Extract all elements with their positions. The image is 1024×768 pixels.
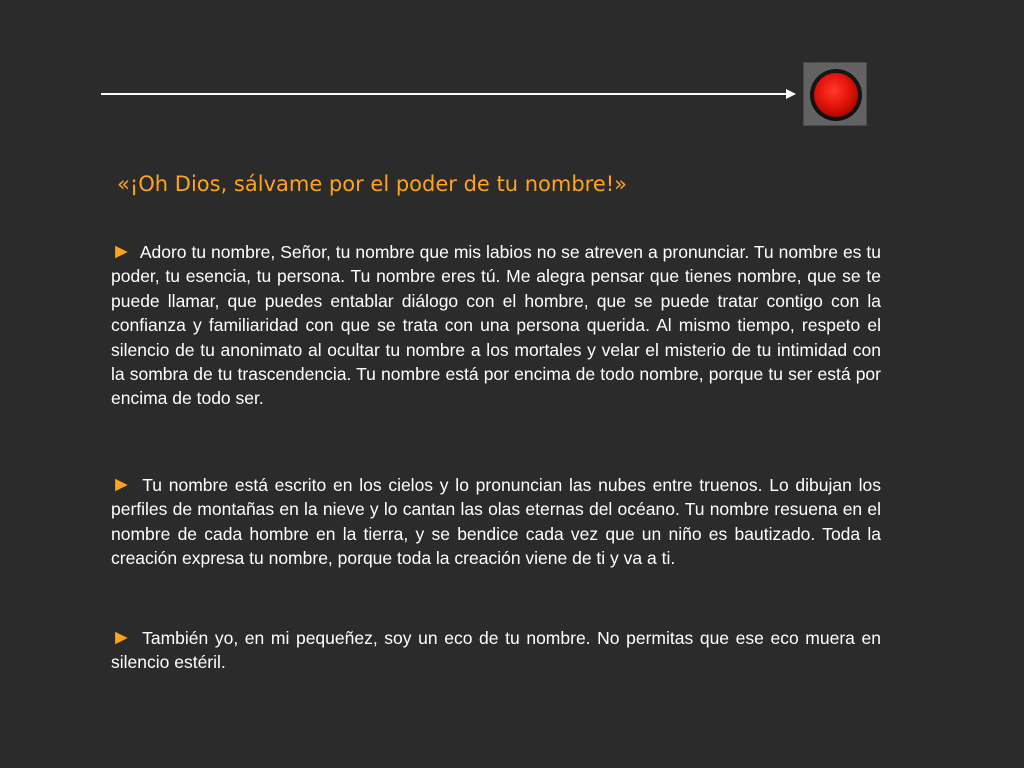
arrow-right-icon <box>786 89 796 99</box>
paragraph-text: Tu nombre está escrito en los cielos y lo pronuncian las nubes entre truenos. Lo dibujan los perfiles de montañas en la nieve y lo cantan las olas eternas del océano. Tu nombre resuena en el nombre de cada hombre en la tierra, y se bendice cada vez que un niño es bautizado. Toda la creación expresa tu nombre, porque toda la creación viene de ti y va a ti. <box>111 475 881 569</box>
paragraph <box>111 473 881 571</box>
triangle-right-bullet-icon: ► <box>111 473 132 496</box>
paragraph-text: También yo, en mi pequeñez, soy un eco de tu nombre. No permitas que ese eco muera en silencio estéril. <box>111 628 881 673</box>
button-red-lens <box>814 73 858 117</box>
arrow-line <box>101 93 788 95</box>
red-circle-button-icon[interactable] <box>803 62 867 126</box>
paragraph-text: Adoro tu nombre, Señor, tu nombre que mis labios no se atreven a pronunciar. Tu nombre es tu poder, tu esencia, tu persona. Tu nombre eres tú. Me alegra pensar que tienes nombre, que se te puede llamar, que puedes entablar diálogo con el hombre, que se puede tratar contigo con la confianza y familiaridad con que se trata con una persona querida. Al mismo tiempo, respeto el silencio de tu anonimato al ocultar tu nombre a los mortales y velar el misterio de tu intimidad con la sombra de tu trascendencia. Tu nombre está por encima de todo nombre, porque tu ser está por encima de todo ser. <box>111 242 881 409</box>
triangle-right-bullet-icon: ► <box>111 626 132 649</box>
slide-title: «¡Oh Dios, sálvame por el poder de tu nombre!» <box>117 172 628 196</box>
paragraph <box>111 626 881 675</box>
triangle-right-bullet-icon: ► <box>111 240 132 263</box>
paragraph <box>111 240 881 411</box>
